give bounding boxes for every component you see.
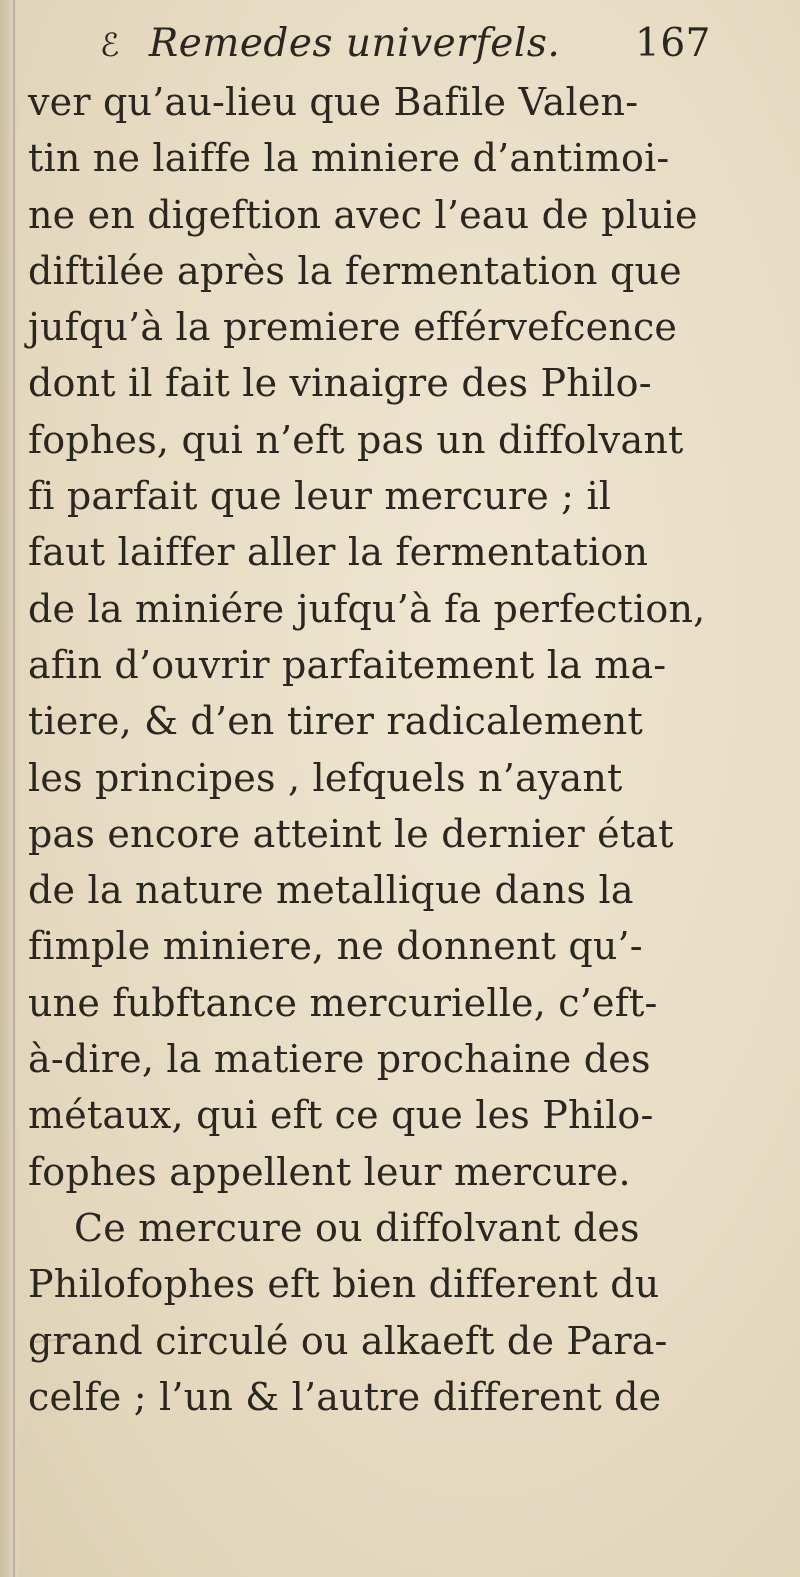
paragraph-start-line: Ce mercure ou diffolvant des	[74, 1205, 640, 1250]
body-text	[28, 74, 788, 1425]
text-line: dont il fait le vinaigre des Philo-	[28, 361, 652, 406]
text-line: fi parfait que leur mercure ; il	[28, 474, 612, 519]
text-line: métaux, qui eft ce que les Philo-	[28, 1093, 654, 1138]
text-line: une fubftance mercurielle, c’eft-	[28, 980, 658, 1025]
text-line: jufqu’à la premiere efférvefcence	[28, 305, 678, 350]
text-line: grand circulé ou alkaeft de Para-	[28, 1318, 668, 1363]
text-line: pas encore atteint le dernier état	[28, 811, 674, 856]
running-title: Remedes univerfels.	[148, 21, 561, 66]
page-number: 167	[635, 21, 711, 66]
text-line: fophes, qui n’eft pas un diffolvant	[28, 417, 684, 462]
ornament-glyph: ℰ	[100, 26, 120, 64]
text-line: tiere, & d’en tirer radicalement	[28, 699, 643, 744]
page-gutter	[0, 0, 20, 1577]
text-line: à-dire, la matiere prochaine des	[28, 1037, 651, 1082]
text-line: Philofophes eft bien different du	[28, 1262, 660, 1307]
text-line: de la miniére jufqu’à fa perfection,	[28, 586, 706, 631]
text-line: de la nature metallique dans la	[28, 868, 634, 913]
text-line: tin ne laiffe la miniere d’antimoi-	[28, 136, 670, 181]
text-line: celfe ; l’un & l’autre different de	[28, 1374, 662, 1419]
text-line: ver qu’au-lieu que Bafile Valen-	[28, 80, 639, 124]
text-line: diftilée après la fermentation que	[28, 248, 682, 293]
running-header	[100, 14, 780, 74]
text-line: les principes , lefquels n’ayant	[28, 755, 623, 800]
text-line: ne en digeftion avec l’eau de pluie	[28, 192, 698, 237]
text-line: afin d’ouvrir parfaitement la ma-	[28, 642, 667, 687]
text-line: fophes appellent leur mercure.	[28, 1149, 631, 1194]
gutter-edge	[13, 0, 15, 1577]
text-line: faut laiffer aller la fermentation	[28, 530, 649, 575]
text-line: fimple miniere, ne donnent qu’-	[28, 924, 643, 969]
